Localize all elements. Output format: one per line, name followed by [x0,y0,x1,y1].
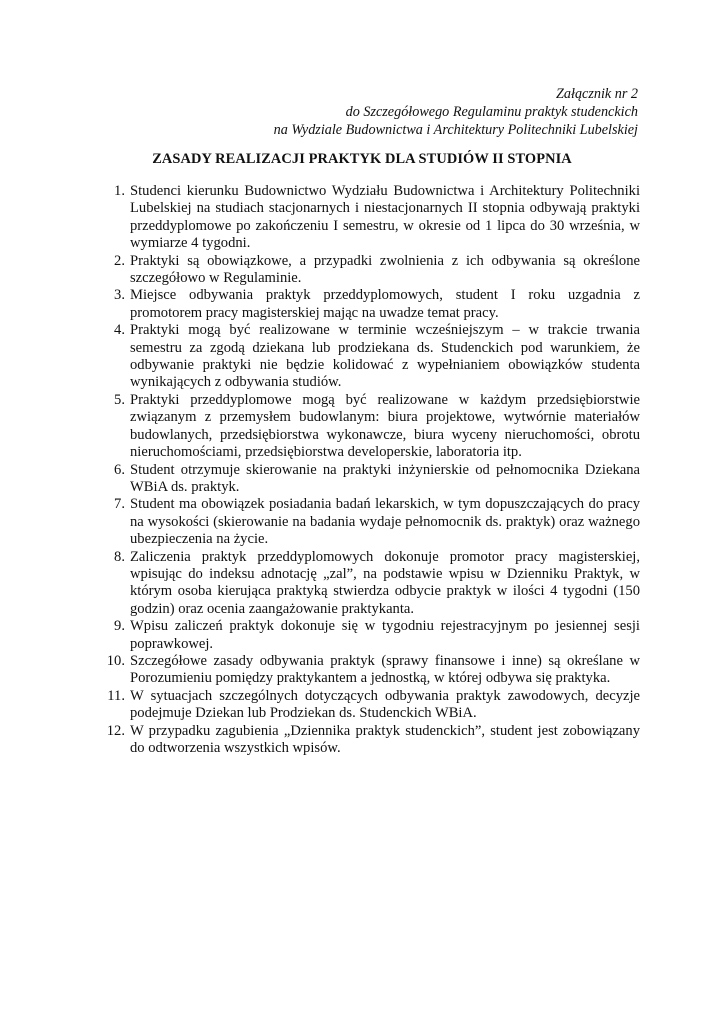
list-item [103,253,640,288]
annex-header [274,86,638,139]
item-number: 3. [114,287,125,304]
item-number: 2. [114,252,125,269]
item-text: W przypadku zagubienia „Dziennika praktyk studenckich”, student jest zobowiązany do odtworzenia wszystkich wpisów. [130,722,640,756]
list-item [103,287,640,322]
list-item [103,462,640,497]
list-item [103,618,640,653]
item-text: Student ma obowiązek posiadania badań lekarskich, w tym dopuszczających do pracy na wysokości (skierowanie na badania wydaje pełnomocnik ds. praktyk) oraz ważnego ubezpieczenia na życie. [130,496,640,548]
item-number: 12. [106,722,125,739]
list-item [103,392,640,462]
item-text: Praktyki są obowiązkowe, a przypadki zwolnienia z ich odbywania są określone szczegółowo w Regulaminie. [130,252,640,287]
list-item [103,549,640,619]
rules-list [103,183,640,757]
item-text: Szczegółowe zasady odbywania praktyk (sprawy finansowe i inne) są określane w Porozumieniu pomiędzy praktykantem a jednostką, w której odbywa się praktyka. [130,652,640,687]
list-item [103,322,640,392]
item-text: Miejsce odbywania praktyk przeddyplomowych, student I roku uzgadnia z promotorem pracy magisterskiej mając na uwadze temat pracy. [130,287,640,321]
item-number: 8. [114,548,125,565]
document-title: ZASADY REALIZACJI PRAKTYK DLA STUDIÓW II STOPNIA [152,151,572,167]
item-text: Praktyki mogą być realizowane w terminie wcześniejszym – w trakcie trwania semestru za zgodą dziekana lub prodziekana ds. Studenckich pod warunkiem, że odbywanie praktyki nie będzie kolidować z wypełnianiem obowiązków studenta wynikających z odbywania studiów. [130,322,640,391]
list-item [103,496,640,548]
list-item [103,653,640,688]
item-number: 1. [114,183,125,199]
item-text: Praktyki przeddyplomowe mogą być realizowane w każdym przedsiębiorstwie związanym z przemysłem budowlanym: biura projektowe, wytwórnie materiałów budowlanych, przedsiębiorstwa wykonawcze, biura wyceny nieruchomości, obrotu nieruchomościami, przedsiębiorstwa developerskie, laboratoria itp. [130,391,640,461]
list-item [103,723,640,758]
item-text: W sytuacjach szczególnych dotyczących odbywania praktyk zawodowych, decyzje podejmuje Dziekan lub Prodziekan ds. Studenckich WBiA. [130,687,640,722]
annex-faculty-ref: na Wydziale Budownictwa i Architektury Politechniki Lubelskiej [273,121,638,138]
list-item [103,183,640,253]
item-number: 5. [114,391,125,408]
list-item [103,688,640,723]
item-number: 6. [114,461,125,478]
item-text: Studenci kierunku Budownictwo Wydziału Budownictwa i Architektury Politechniki Lubelskiej na studiach stacjonarnych i niestacjonarnych II stopnia odbywają praktyki przeddyplomowe po zakończeniu I semestru, w okresie od 1 lipca do 30 września, w wymiarze 4 tygodni. [130,183,640,252]
annex-number: Załącznik nr 2 [556,86,638,102]
item-text: Wpisu zaliczeń praktyk dokonuje się w tygodniu rejestracyjnym po jesiennej sesji poprawkowej. [130,618,640,652]
item-number: 9. [114,618,125,635]
item-number: 7. [114,496,125,513]
annex-regulation-ref: do Szczegółowego Regulaminu praktyk studenckich [345,103,638,120]
item-text: Zaliczenia praktyk przeddyplomowych dokonuje promotor pracy magisterskiej, wpisując do indeksu adnotację „zal”, na podstawie wpisu w Dzienniku Praktyk, w którym osoba kierująca praktyką stwierdza odbycie praktyk w ilości 4 tygodni (150 godzin) oraz ocenia zaangażowanie praktykanta. [130,548,640,617]
item-number: 10. [106,652,125,669]
item-number: 11. [107,687,125,704]
item-text: Student otrzymuje skierowanie na praktyki inżynierskie od pełnomocnika Dziekana WBiA ds. praktyk. [130,461,640,495]
item-number: 4. [114,322,125,339]
